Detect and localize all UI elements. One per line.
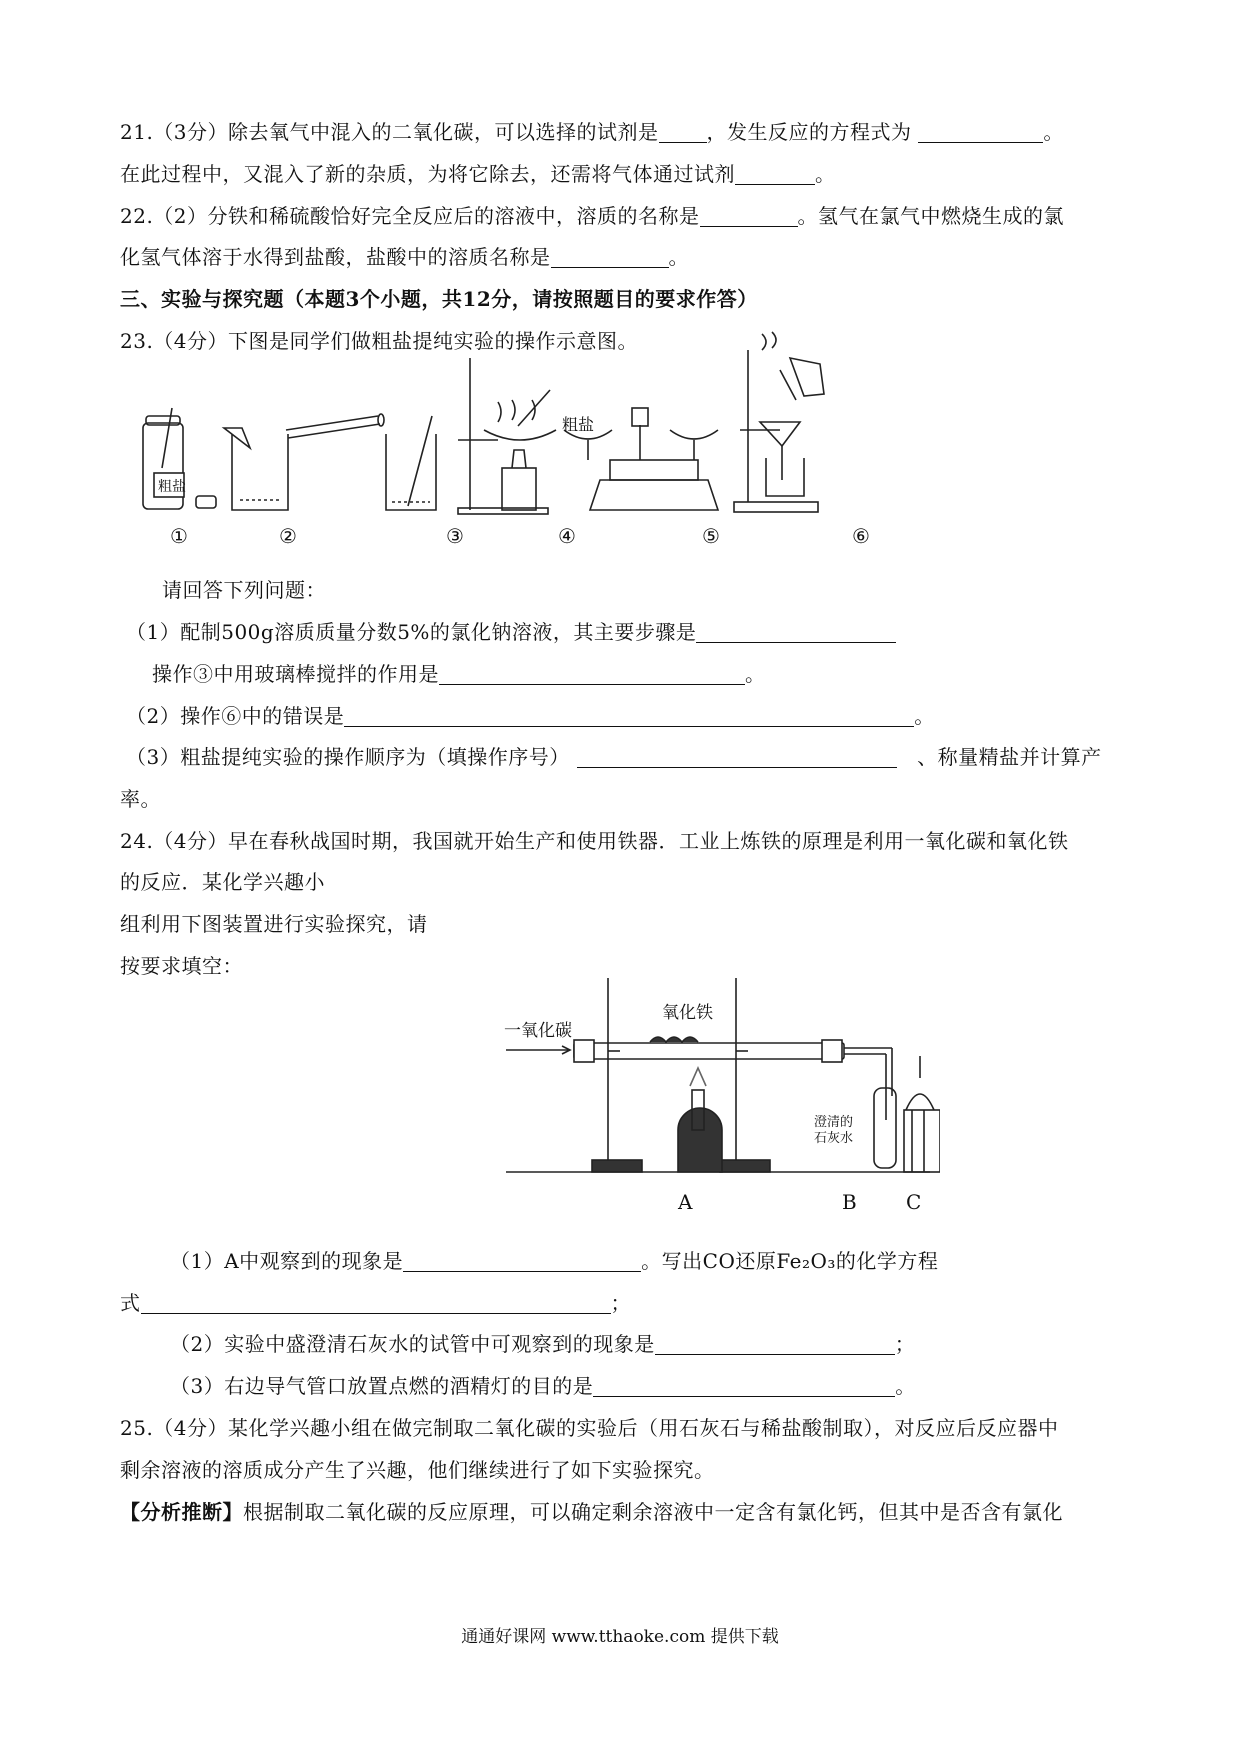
q23-text: 。 (745, 662, 766, 686)
q23-text: （3）粗盐提纯实验的操作顺序为（填操作序号） (126, 745, 570, 769)
q24-text: （3）右边导气管口放置点燃的酒精灯的目的是 (170, 1374, 594, 1398)
limewater-label-1: 澄清的 (814, 1115, 854, 1130)
salt-purification-figure (140, 330, 840, 530)
q24-p1c (120, 1289, 631, 1317)
fig-label-B: B (842, 1190, 857, 1214)
evaporation-icon (458, 358, 556, 514)
q21-text: ，发生反应的方程式为 (706, 120, 912, 144)
q23-p1 (126, 618, 896, 646)
answer-blank[interactable] (735, 162, 815, 185)
fig-label-3: ③ (446, 524, 464, 548)
answer-blank[interactable] (439, 662, 745, 685)
q24-p1 (170, 1247, 938, 1275)
q25-line2: 剩余溶液的溶质成分产生了兴趣，他们继续进行了如下实验探究。 (120, 1458, 715, 1482)
filtration-icon (734, 332, 824, 512)
q25-line1: 25.（4分）某化学兴趣小组在做完制取二氧化碳的实验后（用石灰石与稀盐酸制取），对反应后反应器中 (120, 1416, 1059, 1440)
stir-beaker-icon (386, 416, 436, 510)
q21-line1 (120, 118, 1064, 146)
answer-blank[interactable] (659, 120, 707, 143)
co-reduction-apparatus (500, 960, 940, 1190)
q24-text: （2）实验中盛澄清石灰水的试管中可观察到的现象是 (170, 1332, 655, 1356)
q24-text: 。 (895, 1374, 916, 1398)
beaker-pour-icon (224, 414, 384, 510)
q22-text: 。氢气在氯气中燃烧生成的氯 (797, 204, 1065, 228)
q23-p3 (126, 743, 1102, 771)
fig-label-C: C (906, 1190, 922, 1214)
q25-line3 (120, 1498, 1063, 1526)
q24-text: （1）A中观察到的现象是 (170, 1249, 404, 1273)
section-heading: 三、实验与探究题（本题3个小题，共12分，请按照题目的要求作答） (120, 287, 758, 311)
q24-text: ； (894, 1332, 916, 1356)
q23-prompt: 请回答下列问题： (162, 578, 326, 602)
answer-blank[interactable] (551, 245, 669, 268)
jar-label: 粗盐 (158, 479, 186, 495)
answer-blank[interactable] (403, 1249, 641, 1272)
q21-text: 21.（3分）除去氧气中混入的二氧化碳，可以选择的试剂是 (120, 120, 659, 144)
q22-line1 (120, 202, 1064, 230)
q21-text: 。 (1043, 120, 1064, 144)
q24-text: 式 (120, 1291, 141, 1315)
fig-label-5: ⑤ (702, 524, 720, 548)
q23-text: 。 (914, 704, 935, 728)
q24-text: ； (610, 1291, 631, 1315)
q24-line1: 24.（4分）早在春秋战国时期，我国就开始生产和使用铁器．工业上炼铁的原理是利用一氧化碳和氧化铁 (120, 829, 1069, 853)
q21-text: 。 (815, 162, 836, 186)
q24-line3: 组利用下图装置进行实验探究，请 (120, 912, 428, 936)
q22-line2 (120, 243, 689, 271)
fig-label-2: ② (279, 524, 297, 548)
answer-blank[interactable] (344, 704, 914, 727)
q24-line4: 按要求填空： (120, 954, 243, 978)
q23-text: 操作③中用玻璃棒搅拌的作用是 (152, 662, 439, 686)
q22-text: 22.（2）分铁和稀硫酸恰好完全反应后的溶液中，溶质的名称是 (120, 204, 700, 228)
q22-text: 化氢气体溶于水得到盐酸，盐酸中的溶质名称是 (120, 245, 551, 269)
analysis-heading: 【分析推断】 (120, 1500, 243, 1524)
q23-text: 、称量精盐并计算产 (917, 745, 1102, 769)
q21-text: 在此过程中，又混入了新的杂质，为将它除去，还需将气体通过试剂 (120, 162, 735, 186)
answer-blank[interactable] (655, 1332, 895, 1355)
answer-blank[interactable] (696, 620, 896, 643)
q23-p1b (152, 660, 766, 688)
page-footer: 通通好课网 www.tthaoke.com 提供下载 (461, 1627, 779, 1647)
q23-text: （1）配制500g溶质质量分数5%的氯化钠溶液，其主要步骤是 (126, 620, 697, 644)
answer-blank[interactable] (593, 1374, 895, 1397)
balance-label: 粗盐 (562, 415, 595, 434)
q25-text: 根据制取二氧化碳的反应原理，可以确定剩余溶液中一定含有氯化钙，但其中是否含有氯化 (243, 1500, 1063, 1524)
co-label: 一氧化碳 (504, 1021, 572, 1041)
q23-p2 (126, 702, 935, 730)
q24-text: 。写出CO还原Fe₂O₃的化学方程 (641, 1249, 939, 1273)
q22-text: 。 (668, 245, 689, 269)
q24-p2 (170, 1330, 915, 1358)
q23-p3c: 率。 (120, 787, 161, 811)
answer-blank[interactable] (700, 204, 798, 227)
q21-line2 (120, 160, 836, 188)
fig-label-1: ① (170, 524, 188, 548)
fe-oxide-label: 氧化铁 (662, 1003, 713, 1023)
fig-label-A: A (678, 1190, 693, 1214)
answer-blank[interactable] (141, 1291, 611, 1314)
limewater-label-2: 石灰水 (814, 1131, 854, 1146)
answer-blank[interactable] (918, 120, 1043, 143)
q23-intro: 23.（4分）下图是同学们做粗盐提纯实验的操作示意图。 (120, 329, 639, 353)
q24-p3 (170, 1372, 916, 1400)
fig-label-4: ④ (558, 524, 576, 548)
q23-text: （2）操作⑥中的错误是 (126, 704, 345, 728)
answer-blank[interactable] (577, 745, 897, 768)
q24-line2: 的反应．某化学兴趣小 (120, 870, 325, 894)
fig-label-6: ⑥ (852, 524, 870, 548)
